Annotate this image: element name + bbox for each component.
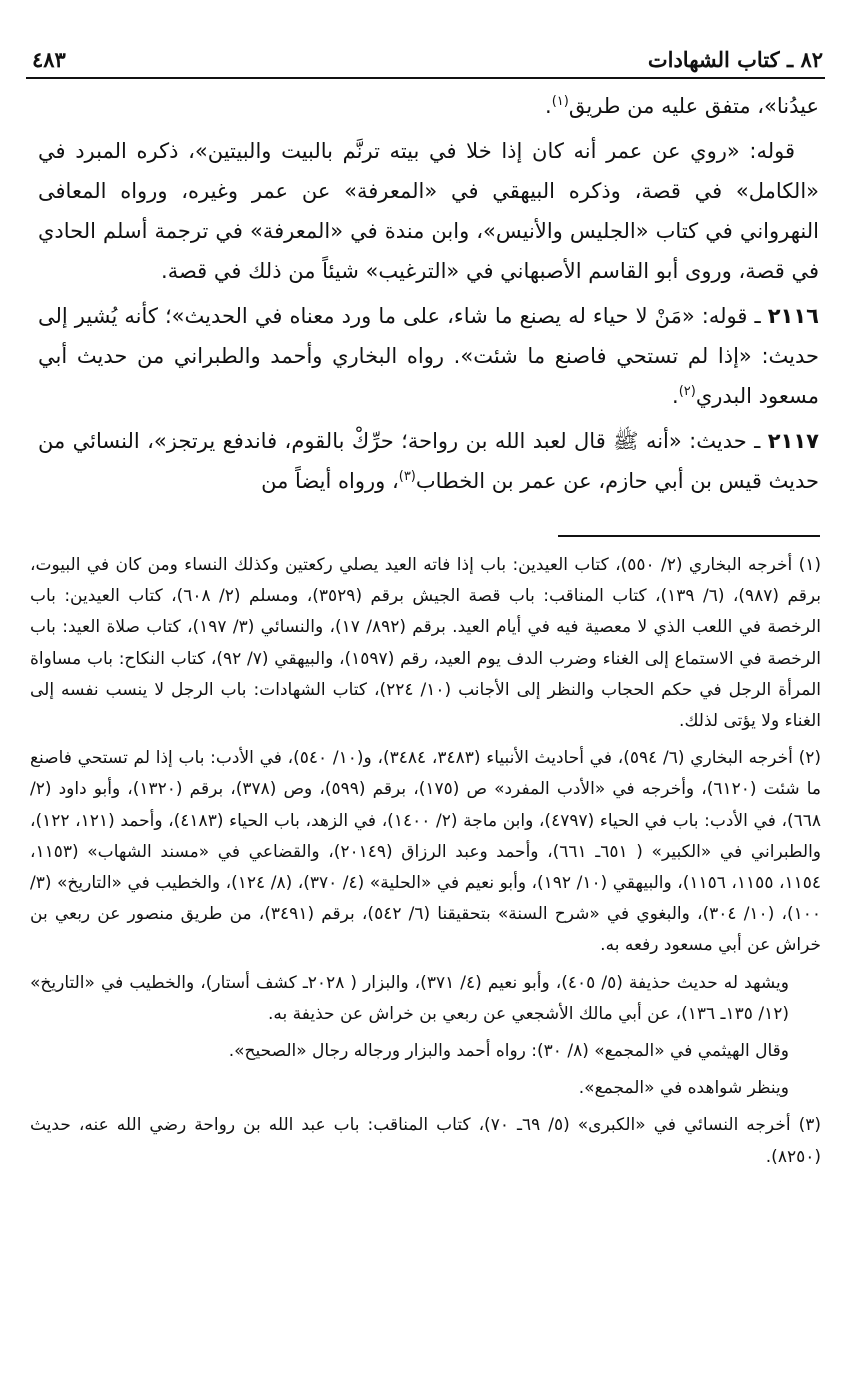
footnote-ref-3: (٣) xyxy=(398,469,416,484)
main-text xyxy=(38,86,819,506)
paragraph-1: عيدُنا»، متفق عليه من طريق$^{(١)}$. xyxy=(545,94,819,118)
footnote-1: (١) أخرجه البخاري (٢/ ٥٥٠)، كتاب العيدين: باب إذا فاته العيد يصلي ركعتين وكذلك النساء ومن كان في البيوت، برقم (٩٨٧)، (٦/ ١٣٩)، كتاب المناقب: باب قصة الجيش برقم (٣٥٢٩)، ومسلم (٢/ ٦٠٨)، كتاب العيدين: باب الرخصة في اللعب الذي لا معصية فيه في أيام العيد. برقم (٨٩٢/ ١٧)، والنسائي (٣/ ١٩٧)، كتاب صلاة العيد: باب الرخصة في الاستماع إلى الغناء وضرب الدف يوم العيد، رقم (١٥٩٧)، والبيهقي (٧/ ٩٢)، كتاب النكاح: باب مساواة المرأة الرجل في حكم الحجاب والنظر إلى الأجانب (١٠/ ٢٢٤)، كتاب الشهادات: باب الرجل لا ينسب نفسه إلى الغناء ولا يؤتى لذلك. xyxy=(30,555,822,732)
footnote-ref-2: (٢) xyxy=(678,384,696,399)
page-number: ٤٨٣ xyxy=(32,47,66,72)
footnote-2: (٢) أخرجه البخاري (٦/ ٥٩٤)، في أحاديث الأنبياء (٣٤٨٣، ٣٤٨٤)، و(١٠/ ٥٤٠)، في الأدب: باب إذا لم تستحي فاصنع ما شئت (٦١٢٠)، وأخرجه في «الأدب المفرد» ص (١٧٥)، برقم (٥٩٩)، وص (٣٧٨)، برقم (١٣٢٠)، وأبو داود (٢/ ٦٦٨)، في الأدب: باب في الحياء (٤٧٩٧)، وابن ماجة (٢/ ١٤٠٠)، في الزهد، باب الحياء (٤١٨٣)، وأحمد (١٢١، ١٢٢)، والطبراني في «الكبير» ( ٦٥١ـ ٦٦١)، وأحمد وعبد الرزاق (٢٠١٤٩)، والقضاعي في «مسند الشهاب» (١١٥٣، ١١٥٤، ١١٥٥، ١١٥٦)، والبيهقي (١٠/ ١٩٢)، وأبو نعيم في «الحلية» (٤/ ٣٧٠)، (٨/ ١٢٤)، والخطيب في «التاريخ» (٣/ ١٠٠)، (١٠/ ٣٠٤)، والبغوي في «شرح السنة» بتحقيقنا (٦/ ٥٤٢)، برقم (٣٤٩١)، من طريق منصور عن ربعي بن خراش عن أبي مسعود رفعه به. xyxy=(30,748,822,956)
entry-number: ٢١١٧ xyxy=(767,429,819,453)
footnote-2-cont-b: وقال الهيثمي في «المجمع» (٨/ ٣٠): رواه أحمد والبزار ورجاله رجال «الصحيح». xyxy=(228,1041,789,1062)
entry-number: ٢١١٦ xyxy=(767,304,819,328)
paragraph-2: قوله: «روي عن عمر أنه كان إذا خلا في بيته ترنَّم بالبيت والبيتين»، ذكره المبرد في «الكامل» في قصة، وذكره البيهقي في «المعرفة» عن عمر وغيره، ورواه المعافى النهرواني في كتاب «الجليس والأنيس»، وابن مندة في «المعرفة» في ترجمة أسلم الحادي في قصة، وروى أبو القاسم الأصبهاني في «الترغيب» شيئاً من ذلك في قصة. xyxy=(38,139,819,283)
header-divider xyxy=(26,77,825,79)
footnote-3: (٣) أخرجه النسائي في «الكبرى» (٥/ ٦٩ـ ٧٠)، كتاب المناقب: باب عبد الله بن رواحة رضي الله عنه، حديث (٨٢٥٠). xyxy=(30,1115,821,1167)
paragraph-2117: ٢١١٧ ـ حديث: «أنه ﷺ قال لعبد الله بن رواحة؛ حرِّكْ بالقوم، فاندفع يرتجز»، النسائي من حديث قيس بن أبي حازم، عن عمر بن الخطاب$^{(٣)}$، ورواه أيضاً من xyxy=(38,429,819,493)
footnote-divider xyxy=(558,535,820,537)
footnotes xyxy=(30,550,821,1179)
footnote-2-cont-c: وينظر شواهده في «المجمع». xyxy=(578,1078,789,1099)
paragraph-2116: ٢١١٦ ـ قوله: «مَنْ لا حياء له يصنع ما شاء، على ما ورد معناه في الحديث»؛ كأنه يُشير إلى حديث: «إذا لم تستحي فاصنع ما شئت». رواه البخاري وأحمد والطبراني من حديث أبي مسعود البدري$^{(٢)}$. xyxy=(38,304,819,408)
chapter-title: ٨٢ ـ كتاب الشهادات xyxy=(647,47,823,72)
footnote-2-cont-a: ويشهد له حديث حذيفة (٥/ ٤٠٥)، وأبو نعيم (٤/ ٣٧١)، والبزار ( ٢٠٢٨ـ كشف أستار)، والخطيب في «التاريخ» (١٢/ ١٣٥ـ ١٣٦)، عن أبي مالك الأشجعي عن ربعي بن خراش عن حذيفة به. xyxy=(30,972,789,1024)
running-header xyxy=(32,36,823,72)
footnote-ref-1: (١) xyxy=(551,94,569,109)
